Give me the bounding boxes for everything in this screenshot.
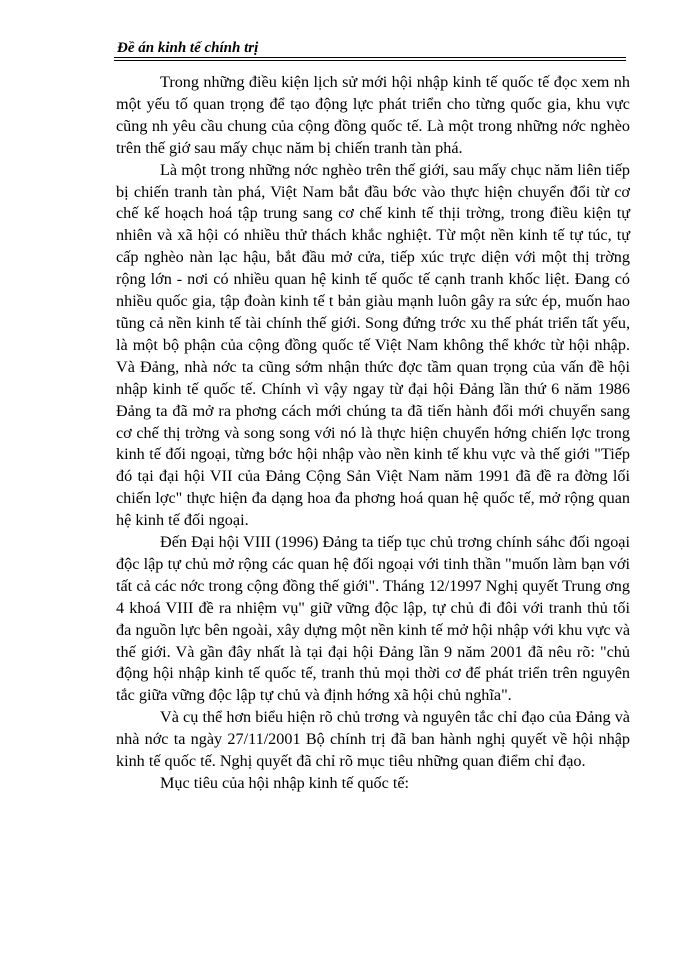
paragraph: Đến Đại hội VIII (1996) Đảng ta tiếp tục chủ trơng chính sáhc đối ngoại độc lập tự chủ mở rộng các quan hệ đối ngoại với tinh thần "muốn làm bạn với tất cả các nớc trong cộng đồng thế giới". Tháng 12/1997 Nghị quyết Trung ơng 4 khoá VIII đề ra nhiệm vụ" giữ vững độc lập, tự chủ đi đôi với tranh thủ tối đa nguồn lực bên ngoài, xây dựng một nền kinh tế mở hội nhập với khu vực và thế giới. Và gần đây nhất là tại đại hội Đảng lần 9 năm 2001 đã nêu rõ: "chủ động hội nhập kinh tế quốc tế, tranh thủ mọi thời cơ để phát triển trên nguyên tắc giữa vững độc lập tự chủ và định hớng xã hội chủ nghĩa". — [116, 533, 630, 705]
paragraph: Mục tiêu của hội nhập kinh tế quốc tế: — [160, 774, 410, 792]
paragraph: Là một trong những nớc nghèo trên thế giới, sau mấy chục năm liên tiếp bị chiến tranh tàn phá, Việt Nam bắt đầu bớc vào thực hiện chuyển đổi từ cơ chế kế hoạch hoá tập trung sang cơ chế kinh tế thịi trờng, trong điều kiện tự nhiên và xã hội có nhiều thử thách khắc nghiệt. Từ một nền kinh tế tự túc, tự cấp nghèo nàn lạc hậu, bắt đầu mở cửa, tiếp xúc trực diện với một thị trờng rộng lớn - nơi có nhiều quan hệ kinh tế quốc tế cạnh tranh khốc liệt. Đang có nhiều quốc gia, tập đoàn kinh tế t bản giàu mạnh luôn gây ra sức ép, muốn hao tũng cả nền kinh tế tài chính thế giới. Song đứng trớc xu thế phát triển tất yếu, là một bộ phận của cộng đồng quốc tế Việt Nam không thể khớc từ hội nhập. Và Đảng, nhà nớc ta cũng sớm nhận thức đợc tầm quan trọng của vấn đề hội nhập kinh tế quốc tế. Chính vì vậy ngay từ đại hội Đảng lần thứ 6 năm 1986 Đảng ta đã mở ra phơng cách mới chúng ta đã tiến hành đổi mới chuyển sang cơ chế thị trờng và song song với nó là thực hiện chuyển hớng chiến lợc trong kinh tế đối ngoại, từng bớc hội nhập vào nền kinh tế khu vực và thế giới "Tiếp đó tại đại hội VII của Đảng Cộng Sản Việt Nam năm 1991 đã đề ra đờng lối chiến lợc" thực hiện đa dạng hoa đa phơng hoá quan hệ quốc tế, mở rộng quan hệ kinh tế đối ngoại. — [116, 160, 630, 530]
header-rule-double — [114, 60, 626, 61]
body-text — [116, 72, 630, 795]
header-rule — [114, 57, 626, 58]
paragraph: Và cụ thể hơn biểu hiện rõ chủ trơng và nguyên tắc chỉ đạo của Đảng và nhà nớc ta ngày 27/11/2001 Bộ chính trị đã ban hành nghị quyết về hội nhập kinh tế quốc tế. Nghị quyết đã chỉ rõ mục tiêu những quan điểm chỉ đạo. — [116, 708, 630, 771]
page-header-title: Đề án kinh tế chính trị — [117, 40, 259, 56]
paragraph: Trong những điều kiện lịch sử mới hội nhập kinh tế quốc tế đọc xem nh một yếu tố quan trọng để tạo động lực phát triển cho từng quốc gia, khu vực cũng nh yêu cầu chung của cộng đồng quốc tế. Là một trong những nớc nghèo trên thế giớ sau mấy chục năm bị chiến tranh tàn phá. — [116, 73, 630, 157]
